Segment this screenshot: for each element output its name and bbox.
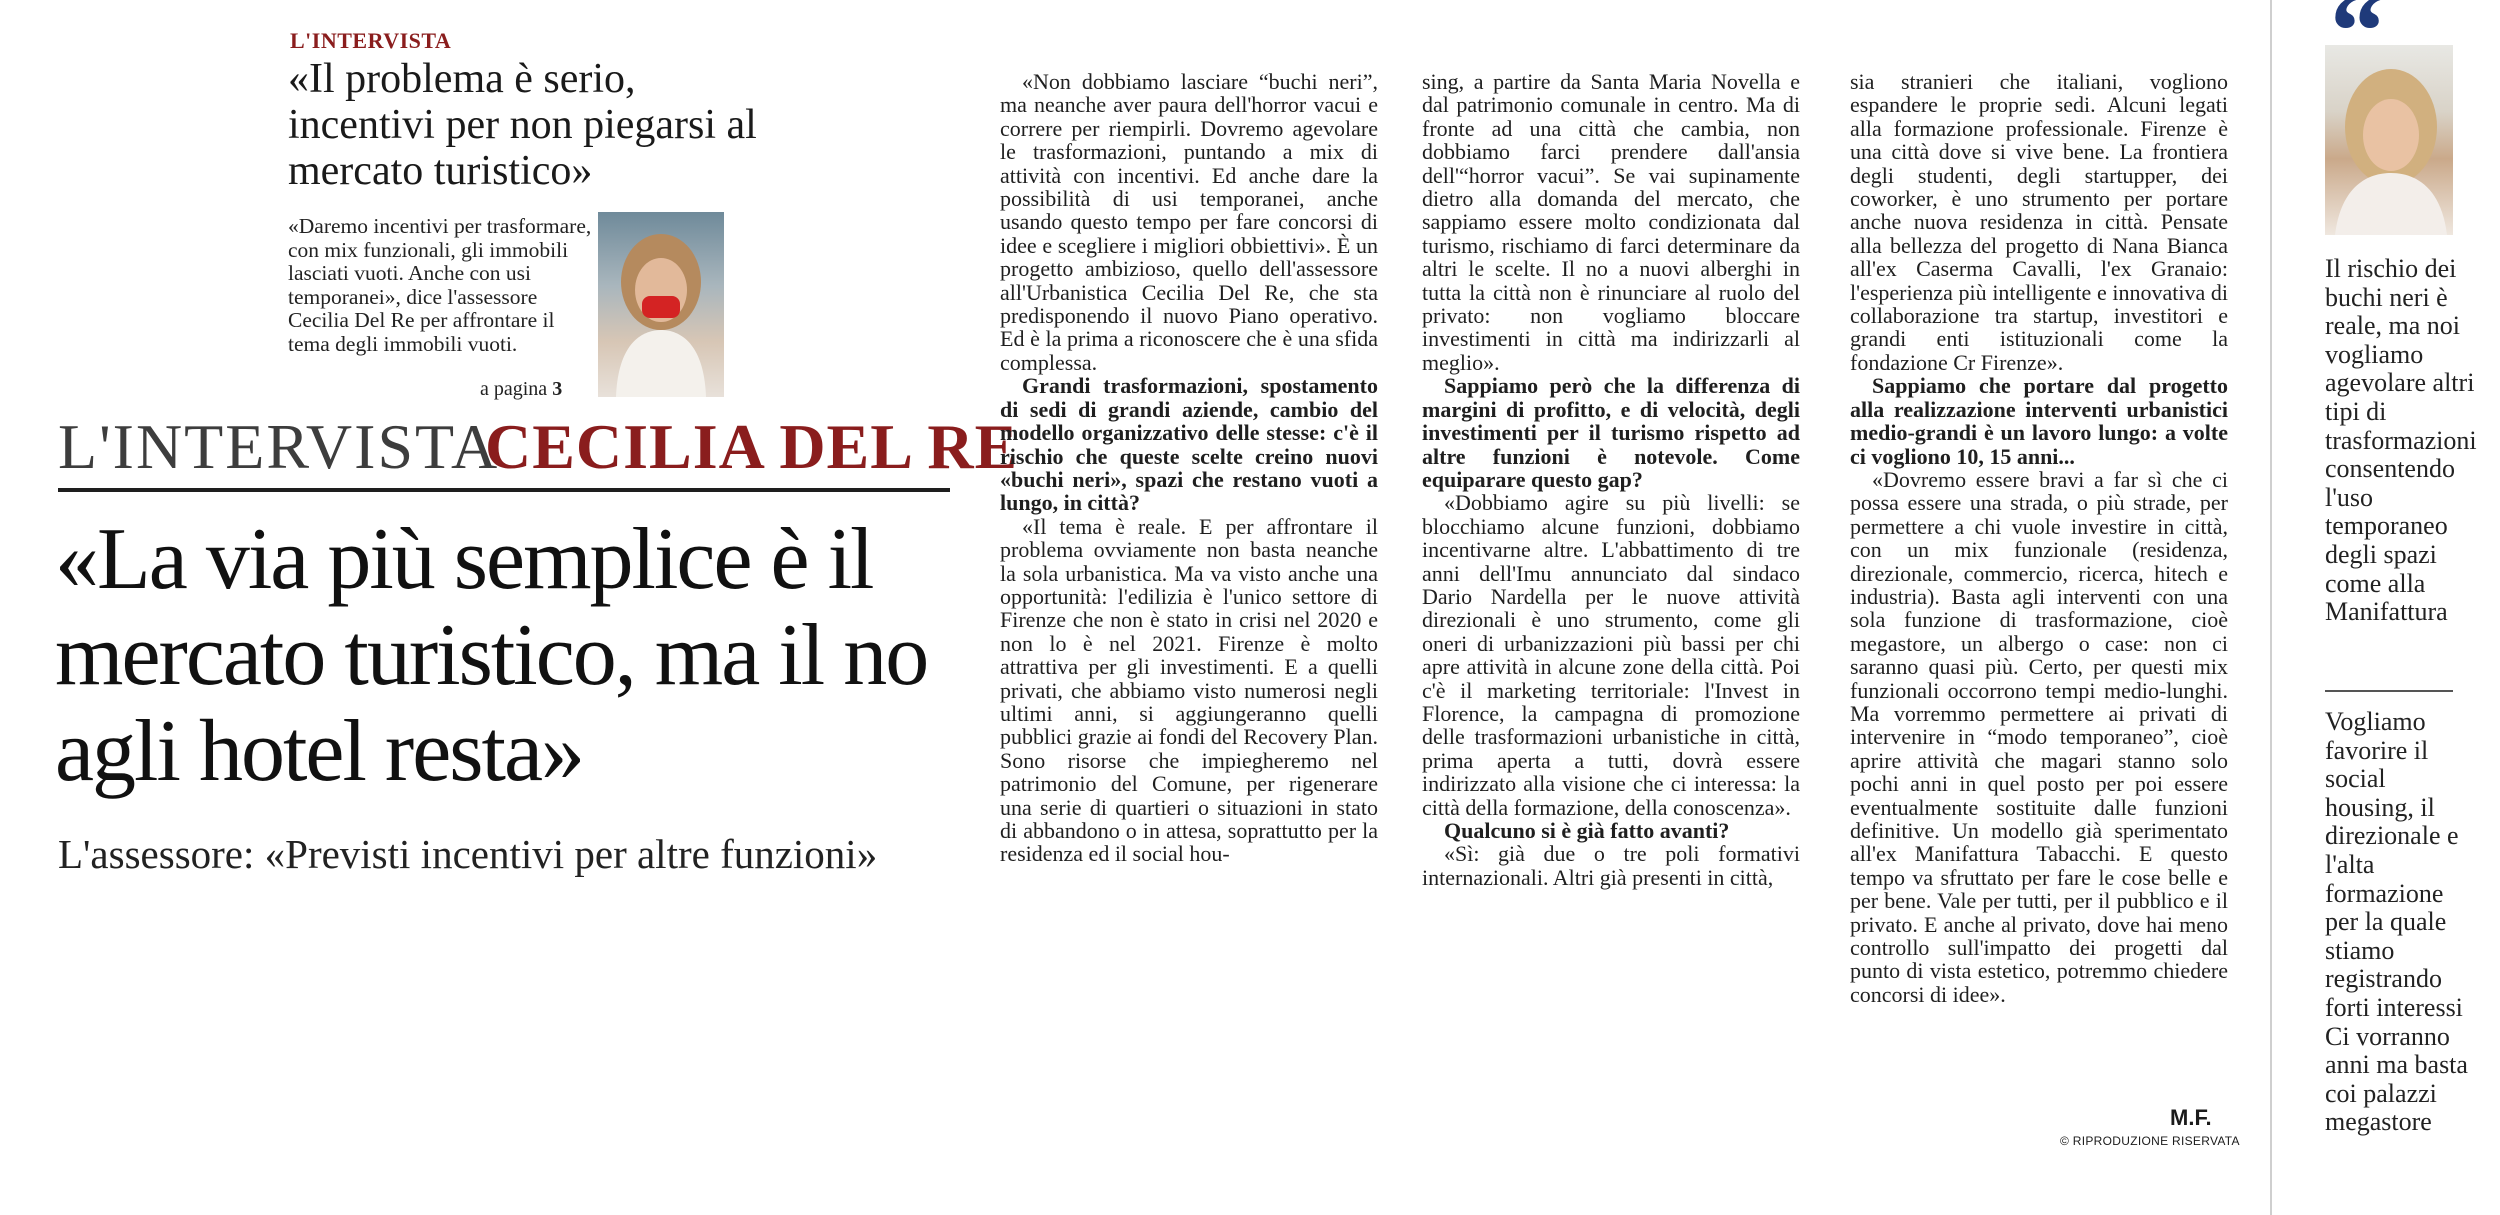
paragraph: sing, a partire da Santa Maria Novella e dal patrimonio comunale in centro. Ma di fronte ad una città che cambia, non dobbiamo farci prendere dall'ansia dell'“horror vacui”. Se vai supinamente dietro alla domanda del mercato, che sappiamo essere molto condizionata dal turismo, rischiamo di farci determinare da altri le scelte. Il no a nuovi alberghi in tutta la città non è rinunciare al ruolo del privato: non vogliamo bloccare investimenti in città ma indirizzarli al meglio». (1422, 69, 1800, 375)
pull-quote-1: Il rischio dei buchi neri è reale, ma noi vogliamo agevolare altri tipi di trasformazioni consentendo l'uso temporaneo degli spazi come alla Manifattura (2325, 254, 2477, 627)
page-ref-prefix: a pagina (480, 378, 548, 400)
article-column-3 (1850, 70, 2228, 1006)
paragraph: sia stranieri che italiani, vogliono espandere le proprie sedi. Alcuni legati alla formazione professionale. Firenze è una città dove si vive bene. La frontiera degli studenti, degli startupper, dei coworker, è uno strumento per portare anche nuova residenza in città. Pensate alla bellezza del progetto di Nana Bianca all'ex Caserma Cavalli, l'ex Granaio: l'esperienza più intelligente e innovativa di collaborazione tra startup, investitori e grandi enti istituzionali come la fondazione Cr Firenze». (1850, 69, 2228, 375)
header-rule (58, 488, 950, 492)
article-column-2 (1422, 70, 1800, 889)
copyright-notice: © RIPRODUZIONE RISERVATA (2060, 1134, 2240, 1148)
page-ref-number: 3 (552, 378, 563, 400)
teaser-body: «Daremo incentivi per trasformare, con mix funzionali, gli immobili lasciati vuoti. Anche con usi temporanei», dice l'assessore Cecilia Del Re per affrontare il tema degli immobili vuoti. (288, 214, 592, 356)
pull-quote-2: Vogliamo favorire il social housing, il direzionale e l'alta formazione per la quale stiamo registrando forti interessi Ci vorranno anni ma basta coi palazzi megastore (2325, 707, 2468, 1137)
article-column-1 (1000, 70, 1378, 866)
subheadline: L'assessore: «Previsti incentivi per altre funzioni» (58, 831, 878, 877)
paragraph: «Dovremo essere bravi a far sì che ci possa essere una strada, o più strade, per permettere a chi vuole investire in città, con un mix funzionale (residenza, direzionale, commercio, ricerca, hitech e industria). Basta agli interventi con una sola funzione di trasformazione, cioè megastore, un albergo o case: non ci saranno quasi più. Certo, per questi mix funzionali occorrono tempi medio-lunghi. Ma vorremmo permettere ai privati di intervenire in “modo temporaneo”, cioè aprire attività che magari stanno solo pochi anni in quel posto per poi essere eventualmente sostituite dalle funzioni definitive. Un modello già sperimentato all'ex Manifattura Tabacchi. E questo tempo va sfruttato per fare le cose belle e per bene. Vale per tutti, per il pubblico e il privato. E anche al privato, dove hai meno controllo sull'impatto dei progetti dal punto di vista estetico, potremmo chiedere concorsi di idee». (1850, 466, 2228, 1007)
sidebar-rule (2270, 0, 2272, 1215)
question: Sappiamo che portare dal progetto alla realizzazione interventi urbanistici medio-grandi è un lavoro lungo: a volte ci vogliono 10, 15 anni... (1850, 373, 2228, 469)
sidebar-divider (2325, 690, 2453, 692)
section-label: L'INTERVISTA (58, 411, 500, 482)
paragraph: «Il tema è reale. E per affrontare il problema ovviamente non basta neanche la sola urbanistica. Ma va visto anche una opportunità: l'edilizia è l'unico settore di Firenze che non è stato in crisi nel 2020 e non lo è nel 2021. Firenze è molto attrattiva per gli investimenti. E a quelli privati, che abbiamo visto numerosi negli ultimi anni, si aggiungeranno quelli pubblici grazie ai fondi del Recovery Plan. Sono risorse che impiegheremo nel patrimonio del Comune, per rigenerare una serie di quartieri o situazioni in stato di abbandono o in attesa, soprattutto per la residenza ed il social hou- (1000, 513, 1378, 867)
portrait-illustration (2325, 45, 2453, 235)
question: Grandi trasformazioni, spostamento di sedi di grandi aziende, cambio del modello organizzativo delle stesse: c'è il rischio che queste scelte creino nuovi «buchi neri», spazi che restano vuoti a lungo, in città? (1000, 373, 1378, 516)
interviewee-name: CECILIA DEL RE (485, 411, 1019, 482)
teaser-title: «Il problema è serio, incentivi per non piegarsi al mercato turistico» (288, 56, 757, 194)
sidebar-portrait-photo (2325, 45, 2453, 235)
author-signature: M.F. (2170, 1105, 2212, 1130)
teaser-kicker: L'INTERVISTA (290, 28, 452, 53)
teaser-page-ref (480, 378, 562, 401)
headline: «La via più semplice è il mercato turistico, ma il no agli hotel resta» (55, 511, 928, 800)
paragraph: «Dobbiamo agire su più livelli: se blocchiamo alcune funzioni, dobbiamo incentivarne altre. L'abbattimento di tre anni dell'Imu annunciato dal sindaco Dario Nardella per le nuove attività direzionali è uno strumento, come gli oneri di urbanizzazioni più bassi per chi apre attività in alcune zone della città. Poi c'è il marketing territoriale: l'Invest in Florence, la campagna di promozione delle trasformazioni urbanistiche in città, prima aperta a tutti, dovrà essere indirizzato alla visione che ci interessa: la città della formazione, della conoscenza». (1422, 490, 1800, 820)
paragraph: «Sì: già due o tre poli formativi internazionali. Altri già presenti in città, (1422, 841, 1800, 890)
teaser-portrait-photo (598, 212, 724, 397)
question: Qualcuno si è già fatto avanti? (1444, 818, 1730, 843)
question: Sappiamo però che la differenza di margini di profitto, e di velocità, degli investimenti per il turismo rispetto ad altre funzioni è notevole. Come equiparare questo gap? (1422, 373, 1800, 492)
paragraph: «Non dobbiamo lasciare “buchi neri”, ma neanche aver paura dell'horror vacui e correre per riempirli. Dovremo agevolare le trasformazioni, puntando a mix di attività con incentivi. Ed anche dare la possibilità di usi temporanei, anche usando questo tempo per fare concorsi di idee e scegliere i migliori obbiettivi». È un progetto ambizioso, quello dell'assessore all'Urbanistica Cecilia Del Re, che sta predisponendo il nuovo Piano operativo. Ed è la prima a riconoscere che è una sfida complessa. (1000, 69, 1378, 375)
portrait-illustration (598, 212, 724, 397)
